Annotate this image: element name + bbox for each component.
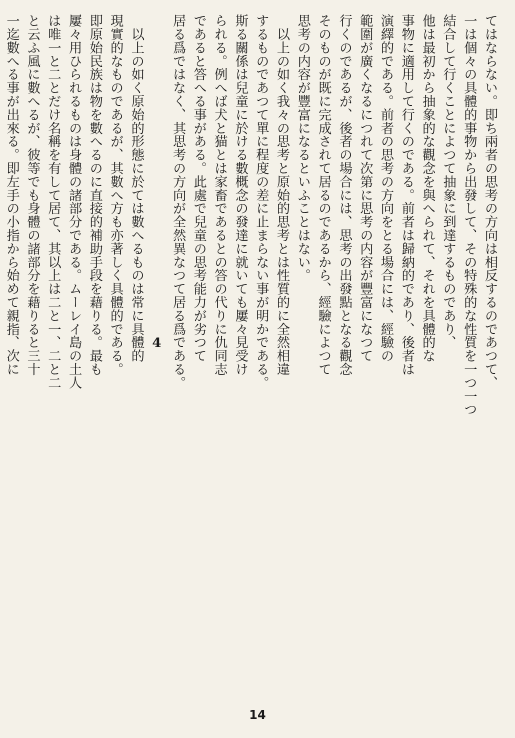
text-line: であると答へる事がある。此處で兒童の思考能力が劣つて — [190, 14, 206, 363]
text-line: 一迄數へる事が出來る。即左手の小指から始めて親指、次に — [3, 14, 19, 376]
text-line: 居る爲ではなく、其思考の方向が全然異なつて居る爲である。 — [170, 14, 186, 390]
text-line: 即原始民族は物を數へるのに直接的補助手段を藉りる。最も — [86, 14, 102, 376]
text-line: られる。例へば犬と猫とは家畜であるとの答の代りに仇同志 — [211, 14, 227, 376]
text-line: するものであつて單に程度の差に止まらない事が明かである。 — [253, 14, 269, 390]
text-line: 事物に適用して行くのである。前者は歸納的であり、後者は — [398, 14, 414, 376]
text-line: 行くのであるが、後者の場合には、思考の出發點となる觀念 — [336, 14, 352, 376]
text-line: は唯一と二とだけ名稱を有して居て、其以上は二と一、二と二 — [45, 14, 61, 390]
text-line: 以上の如く原始的形態に於ては數へるものは常に具體的 — [128, 14, 144, 363]
text-line: 屢々用ひられるものは身體の諸部分である。ムーレイ島の土人 — [66, 14, 82, 390]
text-line: 一は個々の具體的事物から出發して、その特殊的な性質を一つ一つ — [461, 14, 477, 416]
text-line: 他は最初から抽象的な觀念を與へられて、それを具體的な — [419, 14, 435, 363]
section-number: 4 — [152, 337, 162, 351]
text-line: 現實的なものであるが、其數へ方も亦著しく具體的である。 — [107, 14, 123, 376]
text-line: てはならない。即ち兩者の思考の方向は相反するのであつて、 — [482, 14, 497, 390]
text-line: 範圍が廣くなるにつれて次第に思考の内容が豐富になつて — [357, 14, 373, 363]
text-line: と云ふ風に數へるが、彼等でも身體の諸部分を藉りると三十 — [24, 14, 40, 376]
text-line: 演繹的である。前者の思考の方向をとる場合には、經驗の — [378, 14, 394, 363]
body-text — [3, 14, 499, 674]
page-number: 14 — [249, 708, 266, 722]
text-line: 以上の如く我々の思考と原始的思考とは性質的に全然相違 — [274, 14, 290, 376]
text-line: 斯る關係は兒童に於ける數概念の發達に就いても屢々見受け — [232, 14, 248, 376]
text-line: 結合して行くことによつて抽象に到達するものであり、 — [440, 14, 456, 349]
text-line: そのものが既に完成されて居るのであるから、經驗によつて — [315, 14, 331, 376]
text-line: 思考の内容が豐富になるといふことはない。 — [294, 14, 310, 282]
